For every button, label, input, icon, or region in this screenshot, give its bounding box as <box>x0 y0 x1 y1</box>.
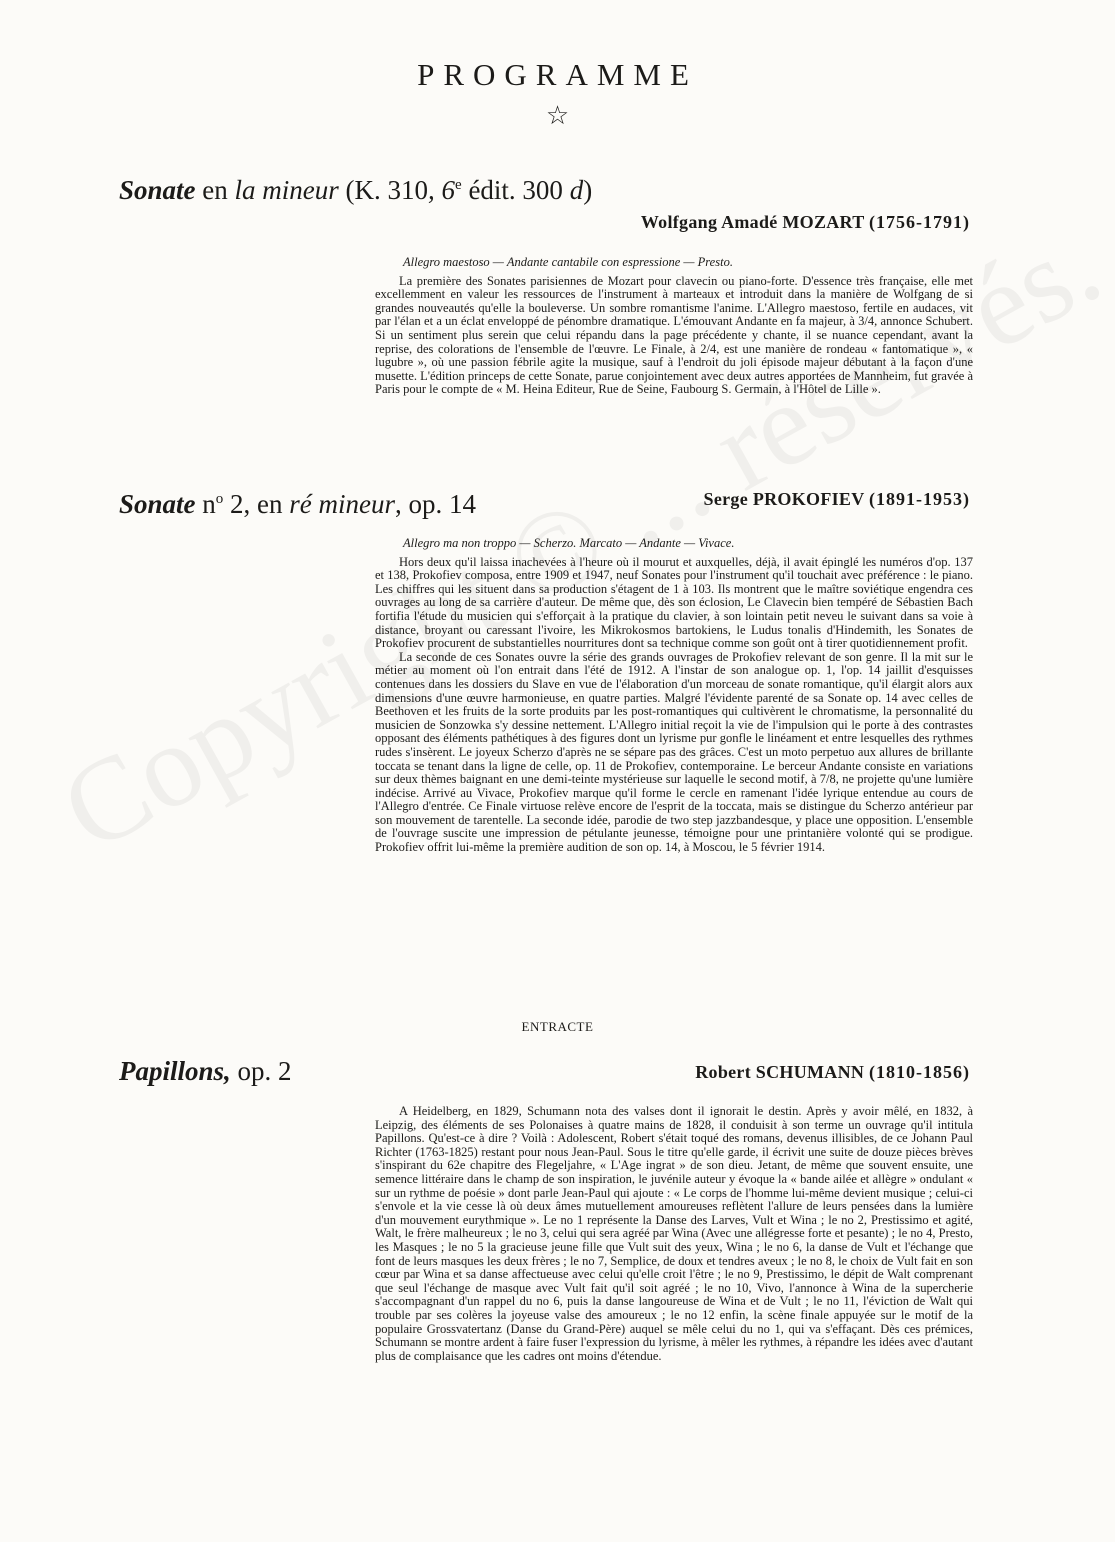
notes-paragraph: La seconde de ces Sonates ouvre la série des grands ouvrages de Prokofiev relevant de son genre. Il la mit sur le métier au moment où l'on entrait dans l'été de 1912. A l'instar de son analogue op. 1, l'op. 14 jaillit d'esquisses contenues dans les dossiers du Slave en vue de l'élaboration d'un morceau de sonate romantique, qu'il élargit alors aux dimensions d'une œuvre harmonieuse, en quatre parties. Malgré l'évidente parenté de sa Sonate op. 14 avec celles de Beethoven et les fruits de la sorte produits par les post-romantiques qui cultivèrent le chromatisme, la personnalité du musicien de Sonzowka s'y dessine nettement. L'Allegro initial reçoit la vie de l'impulsion qui le porte à des contrastes opposant des éléments pathétiques à des figures dont un lyrisme pur gonfle le linéament et entre lesquelles des rythmes rudes s'insèrent. Le joyeux Scherzo d'après ne se sépare pas des grâces. C'est un moto perpetuo aux allures de brillante toccata se tenant dans la ligne de celle, op. 11 de Prokofiev, contemporaine. Le berceur Andante consiste en variations sur deux thèmes baignant en une demi-teinte mystérieuse sur laquelle le second motif, à 7/8, ne projette qu'une lumière indécise. Arrivé au Vivace, Prokofiev marque qu'il forme le cercle en ramenant l'idée lyrique entendue au cours de l'Allegro d'entrée. Ce Finale virtuose relève encore de l'esprit de la toccata, mais se distingue du Scherzo antérieur par son mouvement de tarentelle. La seconde idée, parodie de two step jazzbandesque, y place une opposition. L'ensemble de l'ouvrage suscite une impression de pétulante jeunesse, témoigne pour une printanière volonté qui se prodigue. Prokofiev offrit lui-même la première audition de son op. 14, à Moscou, le 5 février 1914. <box>375 649 973 855</box>
composer-years: (1756-1791) <box>869 212 970 232</box>
title-text: en <box>195 175 235 205</box>
notes-schumann <box>375 1105 973 1363</box>
composer-years: (1810-1856) <box>869 1062 970 1082</box>
notes-prokofiev <box>375 537 973 855</box>
work-name: Sonate <box>119 175 196 205</box>
movements: Allegro ma non troppo — Scherzo. Marcato — Andante — Vivace. <box>403 536 735 550</box>
title-text: op. 2 <box>230 1056 292 1086</box>
work-title-prokofiev <box>119 482 476 521</box>
work-name: Papillons, <box>119 1056 231 1086</box>
notes-mozart <box>375 256 973 397</box>
work-title-schumann <box>119 1054 292 1088</box>
notes-paragraph: La première des Sonates parisiennes de Mozart pour clavecin ou piano-forte. D'essence très française, elle met excellemment en valeur les ressources de l'instrument à marteaux et introduit dans la manière de Wolfgang de si grandes nouveautés qu'elle la bouleverse. Un sombre romantisme l'anime. L'Allegro maestoso, fertile en audaces, vit par l'élan et a un éclat enveloppé de pénombre dramatique. L'émouvant Andante en fa majeur, à 3/4, annonce Schubert. Si un sentiment plus serein que celui répandu dans la page précédente y chante, il se nuance cependant, avant la reprise, des colorations de l'ensemble de l'œuvre. Le Finale, à 2/4, est une manière de rondeau « fantomatique », « lugubre », où une passion fébrile agite la musique, sauf à l'endroit du joli épisode majeur débutant à la façon d'une musette. L'édition princeps de cette Sonate, parue conjointement avec deux autres apportées de Mannheim, fut gravée à Paris pour le compte de « M. Heina Editeur, Rue de Seine, Faubourg S. Germain, à l'Hôtel de Lille ». <box>375 273 973 397</box>
composer-prokofiev <box>704 489 970 510</box>
key-name: la mineur <box>234 175 339 205</box>
movements: Allegro maestoso — Andante cantabile con espressione — Presto. <box>403 255 733 269</box>
title-text: ) <box>583 175 593 205</box>
title-text: édit. 300 <box>461 175 570 205</box>
work-title-mozart <box>119 168 592 207</box>
composer-name: Wolfgang Amadé MOZART <box>640 212 865 232</box>
superscript: e <box>455 177 462 193</box>
work-name: Sonate <box>119 489 196 519</box>
composer-mozart <box>641 212 970 233</box>
title-text: 2, en <box>223 489 290 519</box>
title-text: , 6 <box>428 175 456 205</box>
title-text: d <box>569 175 584 205</box>
title-text: n <box>195 489 216 519</box>
superscript: o <box>215 491 224 507</box>
title-text: (K. 310 <box>338 175 429 205</box>
composer-name: Robert SCHUMANN <box>695 1062 865 1082</box>
entracte-label: ENTRACTE <box>521 1019 594 1034</box>
title-text: , op. 14 <box>395 489 476 519</box>
composer-years: (1891-1953) <box>869 489 970 509</box>
key-name: ré mineur <box>289 489 395 519</box>
composer-name: Serge PROKOFIEV <box>703 489 865 509</box>
notes-paragraph: A Heidelberg, en 1829, Schumann nota des valses dont il ignorait le destin. Après y avoir mêlé, en 1832, à Leipzig, des éléments de ses Polonaises à quatre mains de 1828, il conduisit à son terme un ouvrage qu'il intitula Papillons. Qu'est-ce à dire ? Voilà : Adolescent, Robert s'était toqué des romans, devenus illisibles, de ce Johann Paul Richter (1763-1825) restant pour nous Jean-Paul. Sous le titre qu'elle garde, il écrivit une suite de douze pièces brèves s'inspirant du 62e chapitre des Flegeljahre, « L'Age ingrat » de son dieu. Jetant, de même que souvent ensuite, une semence littéraire dans le champ de son inspiration, le juvénile auteur y évoque la « bande ailée et allègre » ondulant « sur un rythme de poésie » dont parle Jean-Paul qui ajoute : « Le corps de l'homme lui-même devient musique ; celui-ci s'envole et la vie cesse là où deux âmes mutuellement amoureuses reflètent l'allure de leurs pensées dans la lumière d'un mouvement eurythmique ». Le no 1 représente la Danse des Larves, Vult et Wina ; le no 2, Prestissimo et agité, Walt, le frère malheureux ; le no 3, celui qui sera agréé par Wina (Avec une allégresse forte et pesante) ; le no 4, Presto, les Masques ; le no 5 la gracieuse jeune fille que Vult suit des yeux, Wina ; le no 6, la danse de Vult et l'échange que font de leurs masques les deux frères ; le no 7, Semplice, de doux et tendres aveux ; le no 8, le choix de Vult fait en son cœur par Wina et sa danse affectueuse avec celui qu'elle croit l'être ; le no 9, Prestissimo, le dépit de Walt comprenant que seul l'échange de masque avec Vult fait qu'il soit agréé ; le no 10, Vivo, l'annonce à Wina de la supercherie s'accompagnant d'un rappel du no 6, puis la danse langoureuse de Wina et de Vult ; le no 11, l'éviction de Walt qui trouble par ses colères la joyeuse valse des amoureux ; le no 12 enfin, la scène finale appuyée sur le motif de la populaire Grossvatertanz (Danse du Grand-Père) auquel se mêle celui du no 1, qui va s'effaçant. Dès ces prémices, Schumann se montre ardent à faire fuser l'expression du lyrisme, à mêler les rythmes, à répandre les idées avec d'autant plus de complaisance que les cadres ont moins d'étendue. <box>375 1104 973 1363</box>
star-icon: ☆ <box>545 101 570 130</box>
notes-paragraph: Hors deux qu'il laissa inachevées à l'heure où il mourut et auxquelles, déjà, il avait épinglé les numéros d'op. 137 et 138, Prokofiev composa, entre 1909 et 1947, neuf Sonates pour l'instrument qu'il touchait avec préférence : le piano. Les chiffres qui les situent dans sa production s'étagent de 1 à 103. Ils montrent que le maître soviétique engendra ces ouvrages au long de sa carrière d'auteur. De même que, dès son éclosion, Le Clavecin bien tempéré de Sébastien Bach fortifia l'étude du musicien qui s'efforçait à la pratique du clavier, à son lointain petit neveu le suivant dans sa voie à distance, broyant ou caressant l'ivoire, les Mikrokosmos bartokiens, le Ludus tonalis d'Hindemith, les Sonates de Prokofiev procurent de substantielles nourritures dont sa technique comme son goût ont à tirer quotidiennement profit. <box>375 554 973 651</box>
composer-schumann <box>695 1062 970 1083</box>
page-title: PROGRAMME <box>417 57 698 92</box>
